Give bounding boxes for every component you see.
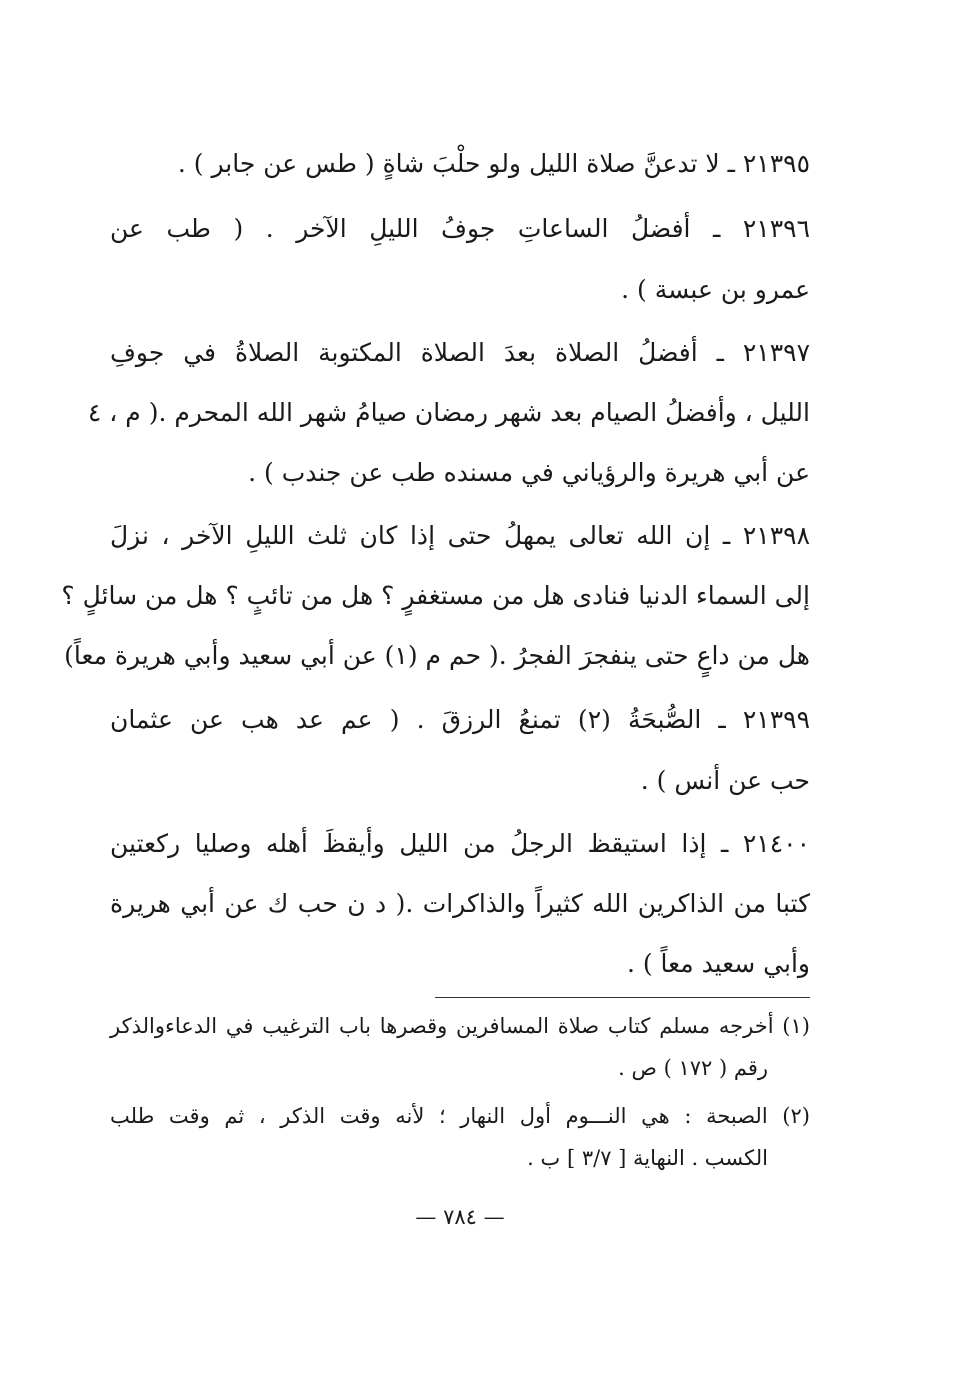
footnote-1-line-1: (١) أخرجه مسلم كتاب صلاة المسافرين وقصرها باب الترغيب في الدعاءوالذكر: [110, 1014, 810, 1038]
footnote-2-line-2: الكسب . النهاية [ ٣/٧ ] ب .: [527, 1146, 768, 1170]
entry-21397-line-3: عن أبي هريرة والرؤياني في مسنده طب عن جندب ) .: [248, 458, 810, 487]
entry-21398-line-2: إلى السماء الدنيا فنادى هل من مستغفرٍ ؟ هل من تائبٍ ؟ هل من سائلٍ ؟: [61, 581, 810, 610]
entry-21398-line-3: هل من داعٍ حتى ينفجرَ الفجرُ .( حم م (١) عن أبي سعيد وأبي هريرة معاً): [64, 641, 810, 670]
entry-21398-line-1: ٢١٣٩٨ ـ إن الله تعالى يمهلُ حتى إذا كان ثلث الليلِ الآخر ، نزلَ: [110, 521, 810, 550]
entry-21395-line-1: ٢١٣٩٥ ـ لا تدعنَّ صلاة الليل ولو حلْبَ شاةٍ ( طس عن جابر ) .: [177, 149, 810, 178]
page-number: — ٧٨٤ —: [415, 1205, 505, 1229]
entry-21400-line-1: ٢١٤٠٠ ـ إذا استيقظ الرجلُ من الليل وأيقظَ أهله وصليا ركعتين: [110, 829, 810, 858]
entry-21396-line-2: عمرو بن عبسة ) .: [621, 275, 810, 304]
page: [61, 0, 810, 1383]
entry-21397-line-2: الليل ، وأفضلُ الصيام بعد شهر رمضان صيامُ شهر الله المحرم .( م ، ٤: [87, 398, 810, 427]
entry-21397-line-1: ٢١٣٩٧ ـ أفضلُ الصلاة بعدَ الصلاة المكتوبة الصلاةُ في جوفِ: [110, 338, 810, 367]
footnote-1-line-2: رقم ( ١٧٢ ) ص .: [618, 1056, 768, 1080]
entry-21400-line-2: كتبا من الذاكرين الله كثيراً والذاكرات .( د ن حب ك عن أبي هريرة: [110, 889, 810, 918]
entry-21399-line-1: ٢١٣٩٩ ـ الصُّبحَةُ (٢) تمنعُ الرزقَ . ( عم عد هب عن عثمان: [110, 705, 810, 734]
entry-21400-line-3: وأبي سعيد معاً ) .: [626, 949, 810, 978]
footnote-divider: [435, 997, 810, 998]
entry-21396-line-1: ٢١٣٩٦ ـ أفضلُ الساعاتِ جوفُ الليلِ الآخر . ( طب عن: [110, 214, 810, 243]
footnote-2-line-1: (٢) الصبحة : هي النـــوم أول النهار ؛ لأنه وقت الذكر ، ثم وقت طلب: [110, 1104, 810, 1128]
entry-21399-line-2: حب عن أنس ) .: [640, 766, 810, 795]
